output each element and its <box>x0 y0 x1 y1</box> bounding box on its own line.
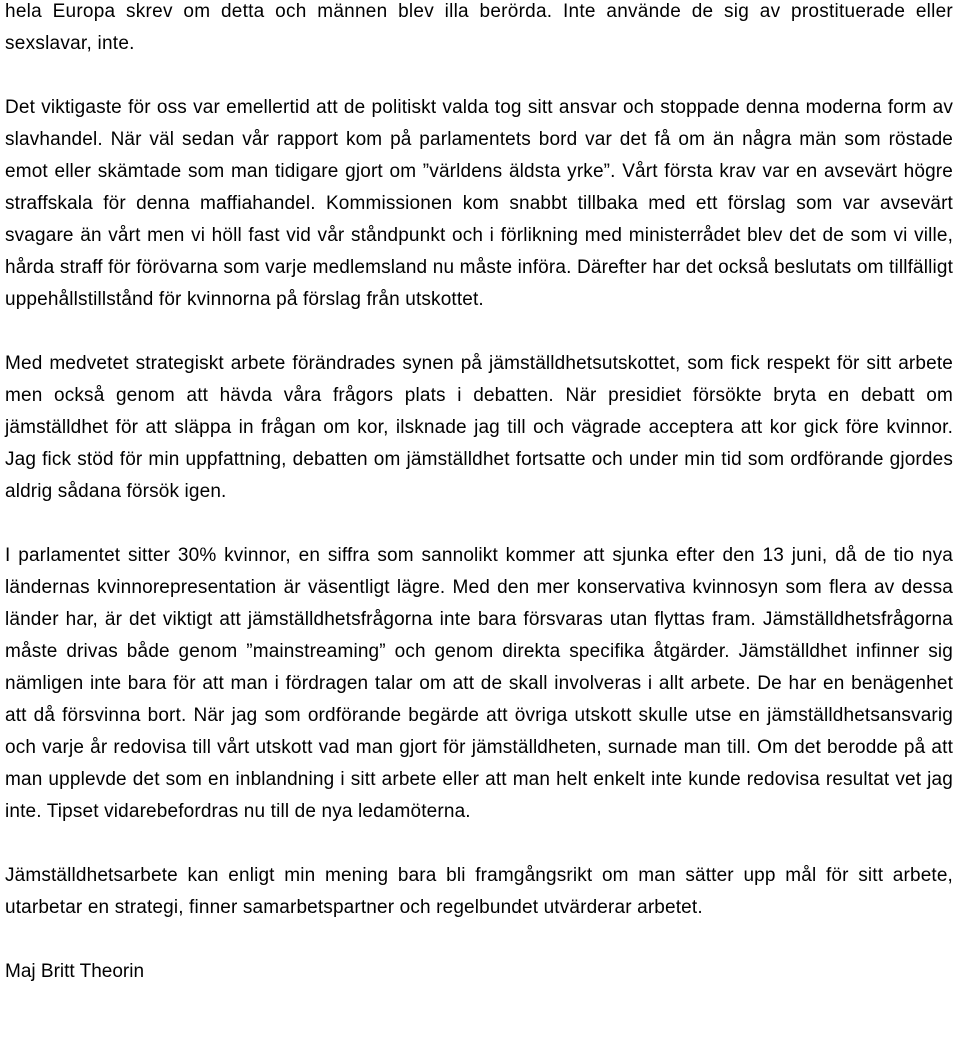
paragraph-text: I parlamentet sitter 30% kvinnor, en siffra som sannolikt kommer att sjunka efter den 13 juni, då de tio nya ländernas kvinnorepresentation är väsentligt lägre. Med den mer konservativa kvinnosyn som flera av dessa länder har, är det viktigt att jämställdhetsfrågorna inte bara försvaras utan flyttas fram. Jämställdhetsfrågorna måste drivas både genom ”mainstreaming” och genom direkta specifika åtgärder. Jämställdhet infinner sig nämligen inte bara för att man i fördragen talar om att de skall involveras i allt arbete. De har en benägenhet att då försvinna bort. När jag som ordförande begärde att övriga utskott skulle utse en jämställdhetsansvarig och varje år redovisa till vårt utskott vad man gjort för jämställdheten, surnade man till. Om det berodde på att man upplevde det som en inblandning i sitt arbete eller att man helt enkelt inte kunde redovisa resultat vet jag inte. Tipset vidarebefordras nu till de nya ledamöterna. <box>5 545 953 822</box>
paragraph-5 <box>5 860 953 924</box>
paragraph-text: hela Europa skrev om detta och männen blev illa berörda. Inte använde de sig av prostituerade eller sexslavar, inte. <box>5 1 953 54</box>
signature: Maj Britt Theorin <box>5 961 145 982</box>
paragraph-2 <box>5 92 953 316</box>
paragraph-1 <box>5 0 953 60</box>
paragraph-3 <box>5 348 953 508</box>
paragraph-text: Med medvetet strategiskt arbete förändrades synen på jämställdhetsutskottet, som fick respekt för sitt arbete men också genom att hävda våra frågors plats i debatten. När presidiet försökte bryta en debatt om jämställdhet för att släppa in frågan om kor, ilsknade jag till och vägrade acceptera att kor gick före kvinnor. Jag fick stöd för min uppfattning, debatten om jämställdhet fortsatte och under min tid som ordförande gjordes aldrig sådana försök igen. <box>5 353 953 502</box>
paragraph-text: Det viktigaste för oss var emellertid att de politiskt valda tog sitt ansvar och stoppade denna moderna form av slavhandel. När väl sedan vår rapport kom på parlamentets bord var det få om än några män som röstade emot eller skämtade som man tidigare gjort om ”världens äldsta yrke”. Vårt första krav var en avsevärt högre straffskala för denna maffiahandel. <box>5 97 953 214</box>
paragraph-4 <box>5 540 953 828</box>
paragraph-text: Kommissionen kom snabbt tillbaka med ett förslag som var avsevärt svagare än vårt men vi höll fast vid vår ståndpunkt och i förlikning med ministerrådet blev det de som vi ville, hårda straff för förövarna som varje medlemsland nu måste införa. Därefter har det också beslutats om tillfälligt uppehållstillstånd för kvinnorna på förslag från utskottet. <box>5 193 953 310</box>
paragraph-text: Jämställdhetsarbete kan enligt min mening bara bli framgångsrikt om man sätter upp mål för sitt arbete, utarbetar en strategi, finner samarbetspartner och regelbundet utvärderar arbetet. <box>5 865 953 918</box>
